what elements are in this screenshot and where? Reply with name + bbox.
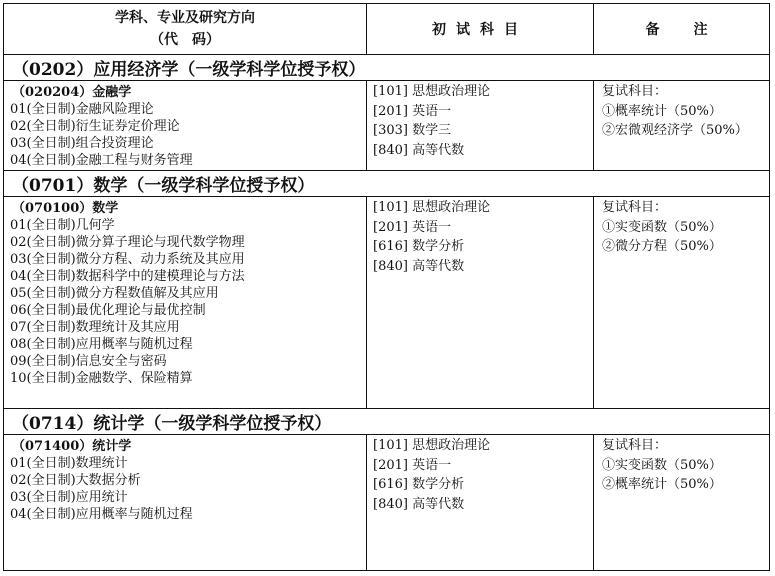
header-subjects: 初试科目 (367, 4, 594, 55)
direction-item: 03(全日制)微分方程、动力系统及其应用 (10, 252, 245, 267)
note-item: ②微分方程（50%） (602, 239, 722, 254)
direction-item: 03(全日制)组合投资理论 (10, 136, 154, 151)
direction-item: 09(全日制)信息安全与密码 (10, 354, 167, 369)
header-discipline-line1: 学科、专业及研究方向 (115, 10, 255, 26)
subject-item: [201] 英语一 (373, 103, 452, 119)
subjects-cell (367, 435, 594, 571)
direction-item: 08(全日制)应用概率与随机过程 (10, 337, 193, 352)
major-cell (4, 435, 367, 571)
discipline-title: （0202）应用经济学（一级学科学位授予权） (4, 55, 770, 81)
notes-cell (594, 197, 770, 409)
notes-cell (594, 81, 770, 171)
direction-item: 10(全日制)金融数学、保险精算 (10, 371, 193, 386)
subject-item: [616] 数学分析 (373, 477, 465, 492)
note-item: ①概率统计（50%） (602, 103, 722, 119)
note-item: ②概率统计（50%） (602, 477, 722, 492)
direction-item: 03(全日制)应用统计 (10, 490, 128, 505)
discipline-row (4, 171, 770, 197)
note-item: ①实变函数（50%） (602, 219, 722, 235)
admission-table (3, 3, 770, 571)
subject-item: [616] 数学分析 (373, 239, 465, 254)
direction-item: 04(全日制)应用概率与随机过程 (10, 507, 193, 522)
major-row (4, 435, 770, 571)
subjects-cell (367, 197, 594, 409)
direction-item: 02(全日制)大数据分析 (10, 473, 141, 488)
major-cell (4, 197, 367, 409)
major-row (4, 197, 770, 409)
note-item: 复试科目： (602, 84, 668, 99)
note-item: ②宏微观经济学（50%） (602, 123, 748, 138)
subjects-cell (367, 81, 594, 171)
subject-item: [840] 高等代数 (373, 496, 465, 512)
subject-item: [840] 高等代数 (373, 258, 465, 274)
subject-item: [101] 思想政治理论 (373, 438, 491, 453)
discipline-row (4, 55, 770, 81)
direction-item: 01(全日制)金融风险理论 (10, 102, 154, 117)
direction-item: 04(全日制)数据科学中的建模理论与方法 (10, 269, 245, 284)
direction-item: 04(全日制)金融工程与财务管理 (10, 153, 193, 168)
major-code: （020204）金融学 (12, 85, 132, 100)
table-header-row (4, 4, 770, 55)
subject-item: [201] 英语一 (373, 219, 452, 235)
direction-item: 02(全日制)微分算子理论与现代数学物理 (10, 235, 245, 250)
direction-item: 01(全日制)几何学 (10, 218, 115, 233)
header-discipline-line2: （代 码） (150, 32, 220, 48)
major-code: （071400）统计学 (12, 439, 132, 454)
header-discipline (4, 4, 367, 55)
major-row (4, 81, 770, 171)
subject-item: [101] 思想政治理论 (373, 200, 491, 215)
major-code: （070100）数学 (12, 201, 119, 216)
direction-item: 06(全日制)最优化理论与最优控制 (10, 303, 206, 318)
subject-item: [840] 高等代数 (373, 142, 465, 158)
direction-item: 05(全日制)微分方程数值解及其应用 (10, 286, 219, 301)
direction-item: 01(全日制)数理统计 (10, 456, 128, 471)
major-cell (4, 81, 367, 171)
note-item: 复试科目： (602, 200, 668, 215)
subject-item: [201] 英语一 (373, 457, 452, 473)
note-item: ①实变函数（50%） (602, 457, 722, 473)
direction-item: 07(全日制)数理统计及其应用 (10, 320, 180, 335)
subject-item: [101] 思想政治理论 (373, 84, 491, 99)
subject-item: [303] 数学三 (373, 123, 452, 138)
notes-cell (594, 435, 770, 571)
note-item: 复试科目： (602, 438, 668, 453)
discipline-title: （0714）统计学（一级学科学位授予权） (4, 409, 770, 435)
header-notes: 备 注 (594, 4, 770, 55)
discipline-title: （0701）数学（一级学科学位授予权） (4, 171, 770, 197)
discipline-row (4, 409, 770, 435)
direction-item: 02(全日制)衍生证券定价理论 (10, 119, 180, 134)
